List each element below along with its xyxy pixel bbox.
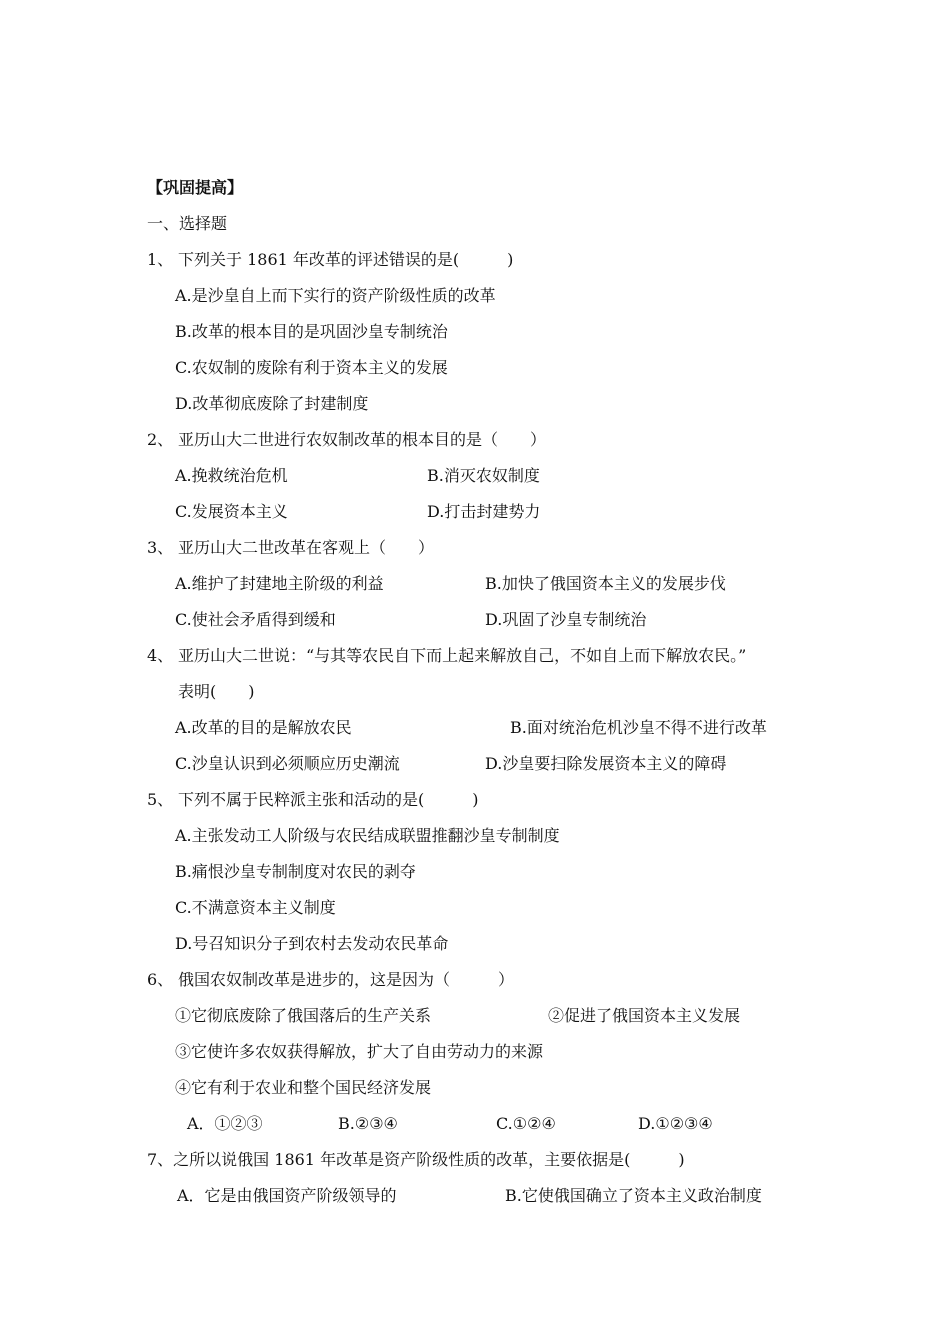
question-stem-continued: 表明( ) bbox=[178, 682, 255, 701]
option-d: D.巩固了沙皇专制统治 bbox=[485, 610, 647, 629]
statement-2: ②促进了俄国资本主义发展 bbox=[548, 1006, 741, 1025]
option-b: B.加快了俄国资本主义的发展步伐 bbox=[485, 574, 726, 593]
question-number: 2、 bbox=[147, 430, 174, 449]
option-d: D.改革彻底废除了封建制度 bbox=[175, 394, 369, 413]
statement-3: ③它使许多农奴获得解放，扩大了自由劳动力的来源 bbox=[175, 1042, 544, 1061]
option-c: C.沙皇认识到必须顺应历史潮流 bbox=[175, 754, 400, 773]
option-a: A.挽救统治危机 bbox=[175, 466, 288, 485]
option-c: C.发展资本主义 bbox=[175, 502, 288, 521]
option-d: D.打击封建势力 bbox=[427, 502, 541, 521]
option-d: D.①②③④ bbox=[638, 1114, 713, 1133]
question-stem: 下列关于 1861 年改革的评述错误的是( ) bbox=[178, 250, 514, 269]
option-a: A.改革的目的是解放农民 bbox=[175, 718, 352, 737]
statement-1: ①它彻底废除了俄国落后的生产关系 bbox=[175, 1006, 432, 1025]
question-stem: 7、之所以说俄国 1861 年改革是资产阶级性质的改革，主要依据是( ) bbox=[147, 1150, 685, 1169]
option-c: C.①②④ bbox=[496, 1114, 556, 1133]
question-stem: 亚历山大二世进行农奴制改革的根本目的是（ ） bbox=[178, 430, 547, 449]
option-a: A．①②③ bbox=[187, 1114, 263, 1133]
statement-4: ④它有利于农业和整个国民经济发展 bbox=[175, 1078, 432, 1097]
option-c: C.不满意资本主义制度 bbox=[175, 898, 336, 917]
section-title: 【巩固提高】 bbox=[147, 178, 244, 197]
option-b: B.面对统治危机沙皇不得不进行改革 bbox=[510, 718, 767, 737]
question-stem: 亚历山大二世说：“与其等农民自下而上起来解放自己，不如自上而下解放农民。” bbox=[178, 646, 747, 665]
option-a: A．它是由俄国资产阶级领导的 bbox=[177, 1186, 397, 1205]
option-a: A.是沙皇自上而下实行的资产阶级性质的改革 bbox=[175, 286, 496, 305]
question-number: 5、 bbox=[147, 790, 174, 809]
question-stem: 亚历山大二世改革在客观上（ ） bbox=[178, 538, 435, 557]
question-number: 4、 bbox=[147, 646, 174, 665]
question-stem: 下列不属于民粹派主张和活动的是( ) bbox=[178, 790, 479, 809]
option-b: B.痛恨沙皇专制制度对农民的剥夺 bbox=[175, 862, 416, 881]
option-a: A.维护了封建地主阶级的利益 bbox=[175, 574, 384, 593]
option-a: A.主张发动工人阶级与农民结成联盟推翻沙皇专制制度 bbox=[175, 826, 560, 845]
option-b: B.消灭农奴制度 bbox=[427, 466, 540, 485]
option-b: B.②③④ bbox=[338, 1114, 398, 1133]
option-b: B.它使俄国确立了资本主义政治制度 bbox=[505, 1186, 762, 1205]
option-c: C.使社会矛盾得到缓和 bbox=[175, 610, 336, 629]
option-d: D.号召知识分子到农村去发动农民革命 bbox=[175, 934, 449, 953]
option-c: C.农奴制的废除有利于资本主义的发展 bbox=[175, 358, 448, 377]
question-number: 3、 bbox=[147, 538, 174, 557]
question-number: 1、 bbox=[147, 250, 174, 269]
question-number: 6、 bbox=[147, 970, 174, 989]
option-b: B.改革的根本目的是巩固沙皇专制统治 bbox=[175, 322, 448, 341]
option-d: D.沙皇要扫除发展资本主义的障碍 bbox=[485, 754, 727, 773]
question-stem: 俄国农奴制改革是进步的，这是因为（ ） bbox=[178, 970, 515, 989]
part-title: 一、选择题 bbox=[147, 214, 228, 233]
